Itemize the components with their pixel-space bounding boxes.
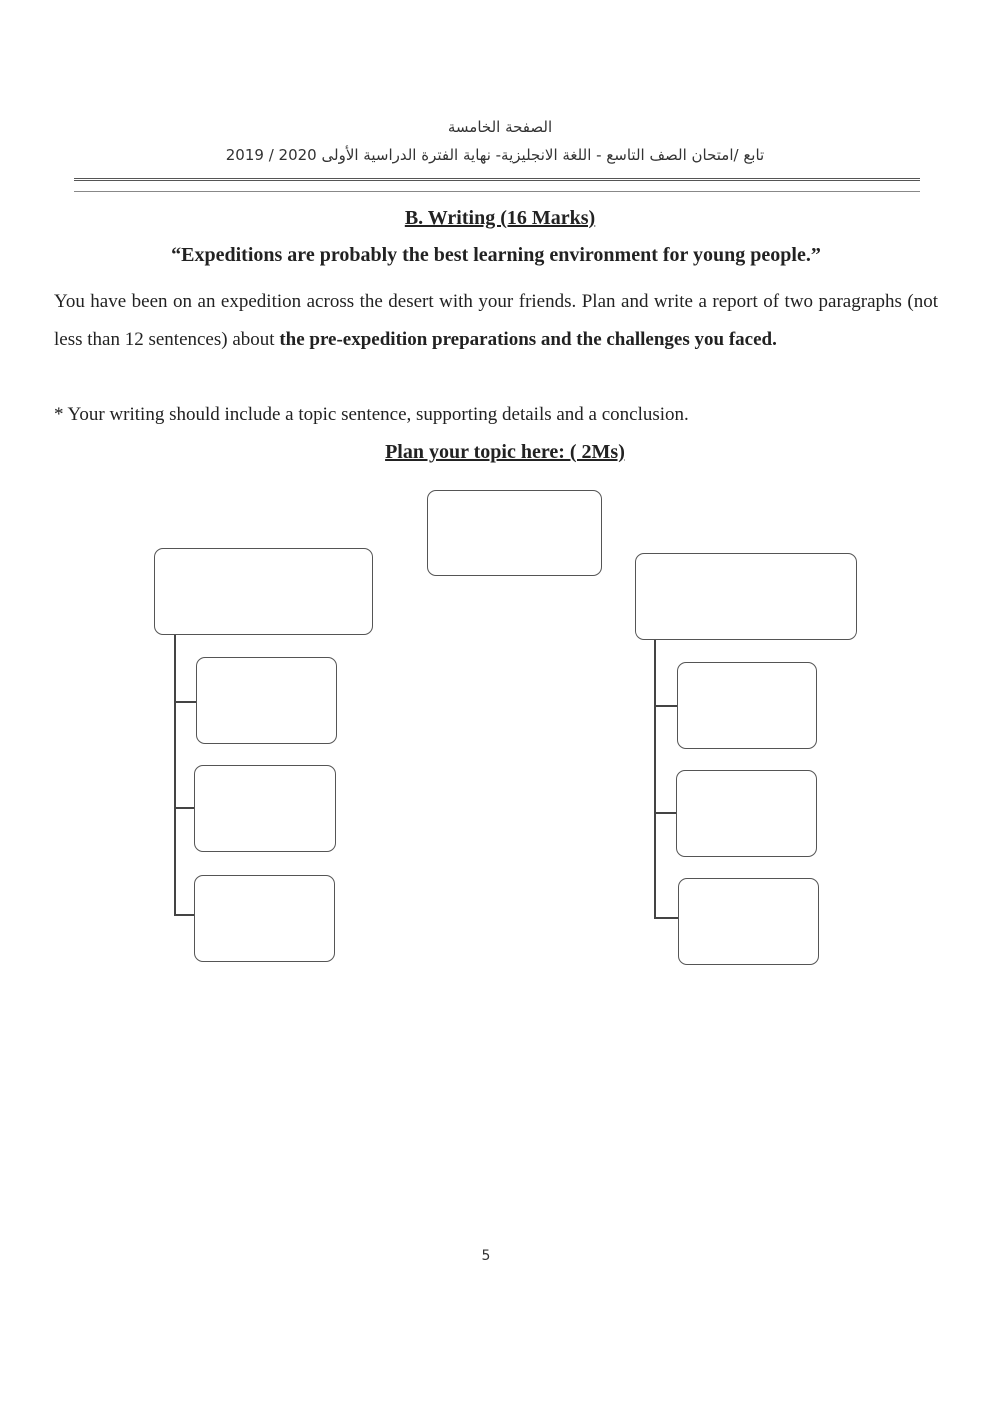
exam-header-line: تابع /امتحان الصف التاسع - اللغة الانجليزية- نهاية الفترة الدراسية الأولى 2020 / 2019	[225, 146, 765, 164]
prompt-bold-text: the pre-expedition preparations and the challenges you faced.	[279, 329, 777, 350]
right-connector-3	[654, 917, 678, 919]
right-connector-2	[654, 812, 676, 814]
left-connector-1	[174, 701, 196, 703]
writing-prompt	[54, 283, 938, 359]
left-detail-box-2[interactable]	[194, 765, 336, 852]
section-title: B. Writing (16 Marks)	[404, 207, 596, 229]
writing-note: * Your writing should include a topic sentence, supporting details and a conclusion.	[54, 404, 689, 425]
header-separator	[74, 178, 920, 192]
page-number: 5	[481, 1248, 491, 1264]
left-connector-vertical	[174, 635, 176, 916]
left-connector-2	[174, 807, 194, 809]
right-main-box[interactable]	[635, 553, 857, 640]
left-detail-box-1[interactable]	[196, 657, 337, 744]
plan-title: Plan your topic here: ( 2Ms)	[385, 441, 625, 463]
right-connector-1	[654, 705, 677, 707]
left-connector-3	[174, 914, 194, 916]
page-label-arabic: الصفحة الخامسة	[447, 118, 553, 136]
right-detail-box-3[interactable]	[678, 878, 819, 965]
quote: “Expeditions are probably the best learning environment for young people.”	[171, 244, 821, 266]
left-main-box[interactable]	[154, 548, 373, 635]
prompt-text: You have been on an expedition across the desert with your friends. Plan and write a report of two paragraphs (not less than 12 sentences) about	[54, 291, 938, 350]
topic-box[interactable]	[427, 490, 602, 576]
right-detail-box-1[interactable]	[677, 662, 817, 749]
left-detail-box-3[interactable]	[194, 875, 335, 962]
right-connector-vertical	[654, 640, 656, 919]
right-detail-box-2[interactable]	[676, 770, 817, 857]
